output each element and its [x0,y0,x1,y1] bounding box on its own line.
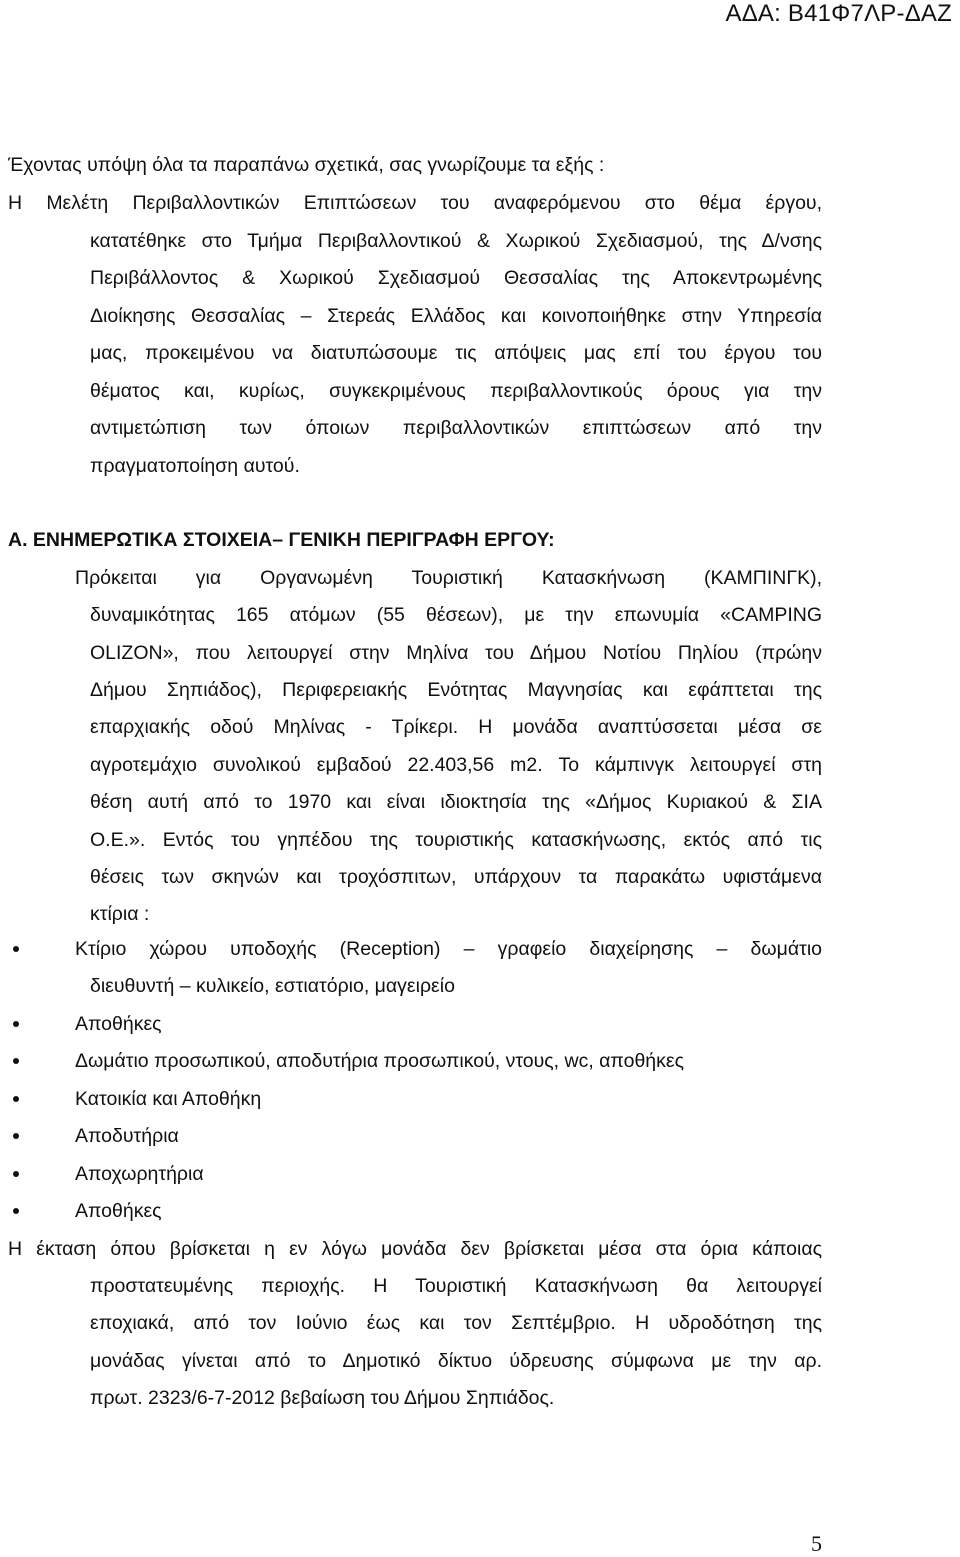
bullet-icon [13,1021,19,1027]
intro-line: Η Μελέτη Περιβαλλοντικών Επιπτώσεων του αναφερόμενου στο θέμα έργου, [8,192,822,214]
building-item: Κτίριο χώρου υποδοχής (Reception) – γραφείο διαχείρησης – δωμάτιο [75,938,822,960]
page-number: 5 [811,1531,822,1556]
section-a-title: Α. ΕΝΗΜΕΡΩΤΙΚΑ ΣΤΟΙΧΕΙΑ– ΓΕΝΙΚΗ ΠΕΡΙΓΡΑΦΗ ΕΡΓΟΥ: [8,529,555,551]
building-item: Αποθήκες [75,1013,162,1035]
closing-line: πρωτ. 2323/6-7-2012 βεβαίωση του Δήμου Σηπιάδος. [90,1387,555,1409]
intro-line: πραγματοποίηση αυτού. [90,455,300,477]
section-a-line: θέσεις των σκηνών και τροχόσπιτων, υπάρχουν τα παρακάτω υφιστάμενα [90,866,822,888]
bullet-icon [13,1208,19,1214]
section-a-line: επαρχιακής οδού Μηλίνας - Τρίκερι. Η μονάδα αναπτύσσεται μέσα σε [90,716,822,738]
building-item-continued: διευθυντή – κυλικείο, εστιατόριο, μαγειρείο [90,975,455,997]
building-item: Αποδυτήρια [75,1125,179,1147]
intro-line: μας, προκειμένου να διατυπώσουμε τις απόψεις μας επί του έργου του [90,342,822,364]
section-a-line: αγροτεμάχιο συνολικού εμβαδού 22.403,56 m2. Το κάμπινγκ λειτουργεί στη [90,754,822,776]
bullet-icon [13,1058,19,1064]
building-item: Κατοικία και Αποθήκη [75,1088,262,1110]
section-a-line: Πρόκειται για Οργανωμένη Τουριστική Κατασκήνωση (ΚΑΜΠΙΝΓΚ), [75,567,822,589]
closing-line: εποχιακά, από τον Ιούνιο έως και τον Σεπτέμβριο. Η υδροδότηση της [90,1312,822,1334]
closing-line: προστατευμένης περιοχής. Η Τουριστική Κατασκήνωση θα λειτουργεί [90,1275,822,1297]
section-a-line: Δήμου Σηπιάδος), Περιφερειακής Ενότητας Μαγνησίας και εφάπτεται της [90,679,822,701]
bullet-icon [13,1133,19,1139]
section-a-line: δυναμικότητας 165 ατόμων (55 θέσεων), με την επωνυμία «CAMPING [90,604,822,626]
section-a-line: κτίρια : [90,903,150,925]
intro-line: Περιβάλλοντος & Χωρικού Σχεδιασμού Θεσσαλίας της Αποκεντρωμένης [90,267,822,289]
closing-line: μονάδας γίνεται από το Δημοτικό δίκτυο ύδρευσης σύμφωνα με την αρ. [90,1350,822,1372]
section-a-line: Ο.Ε.». Εντός του γηπέδου της τουριστικής κατασκήνωσης, εκτός από τις [90,829,822,851]
bullet-icon [13,946,19,952]
closing-line: Η έκταση όπου βρίσκεται η εν λόγω μονάδα δεν βρίσκεται μέσα στα όρια κάποιας [8,1238,822,1260]
document-code: ΑΔΑ: Β41Φ7ΛΡ-ΔΑΖ [725,0,952,27]
bullet-icon [13,1171,19,1177]
bullet-icon [13,1096,19,1102]
building-item: Αποθήκες [75,1200,162,1222]
building-item: Δωμάτιο προσωπικού, αποδυτήρια προσωπικού, ντους, wc, αποθήκες [75,1050,684,1072]
intro-line: Διοίκησης Θεσσαλίας – Στερεάς Ελλάδος και κοινοποιήθηκε στην Υπηρεσία [90,305,822,327]
intro-line: θέματος και, κυρίως, συγκεκριμένους περιβαλλοντικούς όρους για την [90,380,822,402]
intro-line: αντιμετώπιση των όποιων περιβαλλοντικών επιπτώσεων από την [90,417,822,439]
intro-line: κατατέθηκε στο Τμήμα Περιβαλλοντικού & Χωρικού Σχεδιασμού, της Δ/νσης [90,230,822,252]
building-item: Αποχωρητήρια [75,1163,204,1185]
section-a-line: OLIZON», που λειτουργεί στην Μηλίνα του Δήμου Νοτίου Πηλίου (πρώην [90,642,822,664]
intro-heading: Έχοντας υπόψη όλα τα παραπάνω σχετικά, σας γνωρίζουμε τα εξής : [8,154,605,176]
section-a-line: θέση αυτή από το 1970 και είναι ιδιοκτησία της «Δήμος Κυριακού & ΣΙΑ [90,791,822,813]
